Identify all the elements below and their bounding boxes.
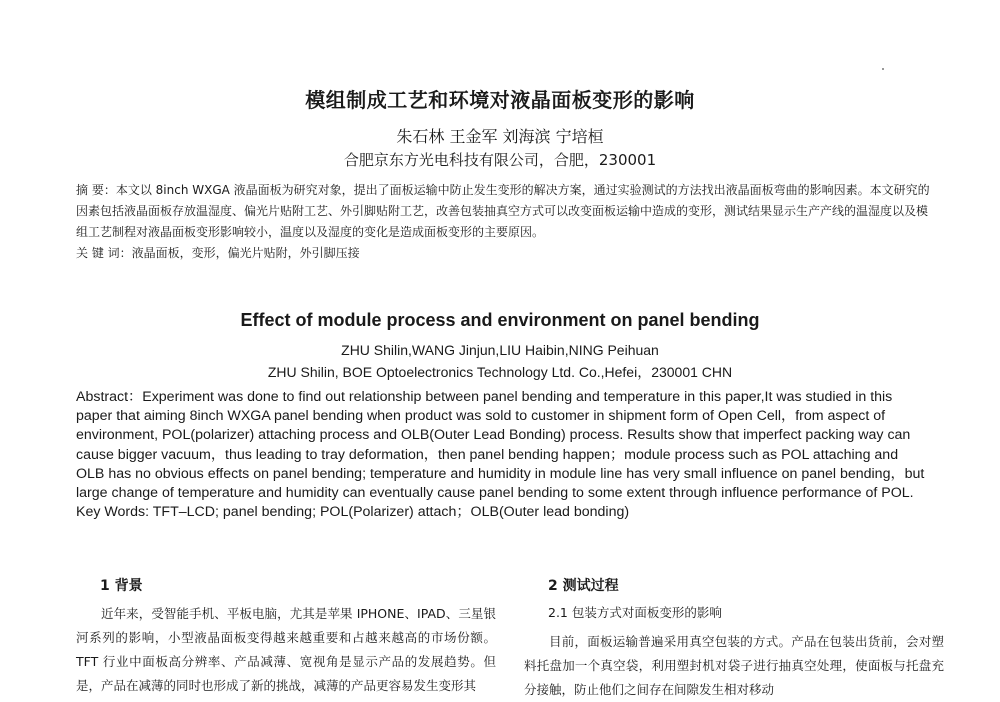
chinese-affiliation: 合肥京东方光电科技有限公司，合肥，230001: [343, 151, 657, 169]
chinese-keywords: [76, 243, 936, 264]
english-keywords-text: TFT–LCD; panel bending; POL(Polarizer) attach；OLB(Outer lead bonding): [152, 504, 630, 521]
chinese-abstract: [76, 180, 936, 243]
chinese-abstract-label: 摘 要：: [76, 183, 116, 197]
chinese-keywords-text: 液晶面板，变形，偏光片贴附，外引脚压接: [131, 246, 360, 260]
english-affiliation: ZHU Shilin, BOE Optoelectronics Technology Ltd. Co.,Hefei，230001 CHN: [267, 364, 733, 380]
english-abstract-text: Experiment was done to find out relationship between panel bending and temperature in this paper,It was studied in this paper that aiming 8inch WXGA panel bending when product was sold to customer in shipment form of Open Cell，from aspect of environment, POL(polarizer) attaching process and OLB(Outer Lead Bonding) process. Results show that imperfect packing way can cause bigger vacuum，thus leading to tray deformation，then panel bending happen；module process such as POL attaching and OLB has no obvious effects on panel bending; temperature and humidity in module line has very small influence on panel bending，but large change of temperature and humidity can eventually cause panel bending to some extent through influence performance of POL.: [76, 389, 925, 502]
left-column: [76, 574, 496, 698]
english-abstract-label: Abstract：: [76, 389, 143, 405]
chinese-abstract-text: 本文以 8inch WXGA 液晶面板为研究对象，提出了面板运输中防止发生变形的解决方案，通过实验测试的方法找出液晶面板弯曲的影响因素。本文研究的因素包括液晶面板存放温湿度、偏光片贴附工艺、外引脚贴附工艺，改善包装抽真空方式可以改变面板运输中造成的变形，测试结果显示生产产线的温湿度以及模组工艺制程对液晶面板变形影响较小，温度以及湿度的变化是造成面板变形的主要原因。: [76, 183, 930, 239]
english-keywords: [76, 503, 926, 522]
section-2-paragraph: 目前，面板运输普遍采用真空包装的方式。产品在包装出货前，会对塑料托盘加一个真空袋，利用塑封机对袋子进行抽真空处理，使面板与托盘充分接触，防止他们之间存在间隙发生相对移动: [524, 634, 944, 697]
section-1-paragraph: 近年来，受智能手机、平板电脑，尤其是苹果 IPHONE、IPAD、三星银河系列的影响，小型液晶面板变得越来越重要和占越来越高的市场份额。TFT 行业中面板高分辨率、产品减薄、宽视角是显示产品的发展趋势。但是，产品在减薄的同时也形成了新的挑战，减薄的产品更容易发生变形其: [76, 606, 496, 693]
english-authors: ZHU Shilin,WANG Jinjun,LIU Haibin,NING Peihuan: [341, 342, 659, 358]
english-title: Effect of module process and environment on panel bending: [240, 310, 760, 330]
section-2-heading: 2 测试过程: [548, 578, 619, 594]
right-column: [524, 574, 944, 702]
section-2-1-heading: 2.1 包装方式对面板变形的影响: [548, 605, 722, 620]
english-abstract: [76, 388, 926, 503]
english-abstract-block: [76, 388, 926, 522]
chinese-keywords-label: 关 键 词：: [76, 246, 132, 260]
chinese-authors: 朱石林 王金军 刘海滨 宁培桓: [396, 127, 604, 146]
chinese-abstract-block: [76, 180, 936, 264]
scan-speck: [882, 68, 884, 70]
chinese-title: 模组制成工艺和环境对液晶面板变形的影响: [305, 88, 695, 112]
english-keywords-label: Key Words:: [76, 504, 150, 521]
section-1-heading: 1 背景: [100, 578, 143, 594]
